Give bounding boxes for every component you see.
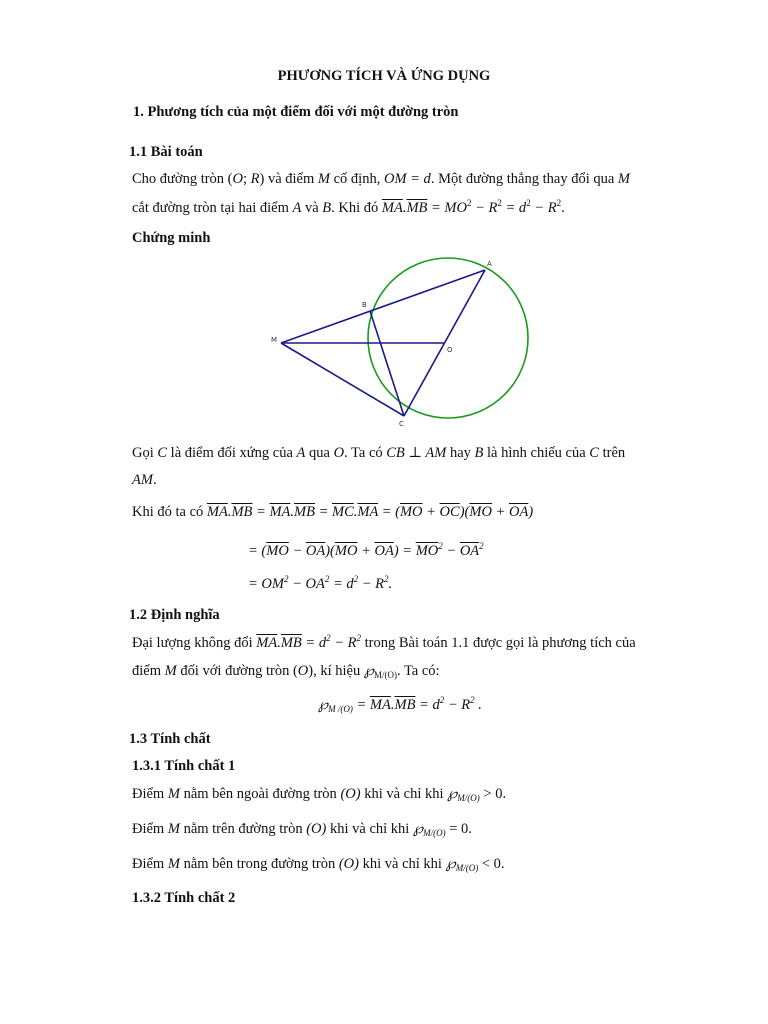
property-1: Điểm M nằm bên ngoài đường tròn (O) khi và chỉ khi $℘_{M/(O)} > 0$. bbox=[132, 786, 507, 803]
proof-line-1: Gọi C là điểm đối xứng của A qua O. Ta có CB ⊥ AM hay B là hình chiếu của C trên bbox=[132, 445, 626, 461]
label-b: B bbox=[362, 301, 367, 309]
power-symbol-icon: ℘ bbox=[363, 663, 374, 679]
section-heading-1-1: 1.1 Bài toán bbox=[129, 144, 203, 160]
section-heading-1-3-1: 1.3.1 Tính chất 1 bbox=[132, 758, 236, 774]
label-m: M bbox=[271, 336, 278, 344]
proof-line-2: AM. bbox=[132, 472, 157, 488]
problem-line-1: Cho đường tròn (O; R) và điểm M cố định, OM = d. Một đường thẳng thay đổi qua M bbox=[132, 171, 630, 187]
definition-formula: $℘_{M /(O)} = \overline{MA}.\overline{MB} = d^2 - R^2$ . bbox=[318, 695, 482, 714]
proof-heading: Chứng minh bbox=[132, 230, 211, 246]
property-2: Điểm M nằm trên đường tròn (O) khi và chỉ khi $℘_{M/(O)} = 0$. bbox=[132, 821, 472, 838]
label-a: A bbox=[487, 260, 492, 268]
segment-bc bbox=[370, 311, 404, 416]
section-heading-1: 1. Phương tích của một điểm đối với một đường tròn bbox=[133, 104, 459, 120]
property-3: Điểm M nằm bên trong đường tròn (O) khi và chỉ khi $℘_{M/(O)} < 0$. bbox=[132, 856, 505, 873]
proof-line-3: Khi đó ta có $\overline{MA}.\overline{MB} = \overline{MA}.\overline{MB} = \overline{MC}.\overline{MA} = (\overline{MO} + \overline{OC})(\overline{MO} + \overline{OA})$ bbox=[132, 504, 534, 520]
problem-line-2: cắt đường tròn tại hai điểm A và B. Khi đó $\overline{MA}.\overline{MB} = MO^2 - R^2 = d^2 - R^2$. bbox=[132, 198, 565, 216]
segment-ma bbox=[281, 270, 485, 343]
definition-line-1: Đại lượng không đổi $\overline{MA}.\overline{MB} = d^2 - R^2$ trong Bài toán 1.1 được gọi là phương tích của bbox=[132, 633, 636, 651]
label-c: C bbox=[399, 420, 404, 428]
label-o: O bbox=[447, 346, 453, 354]
proof-line-5: = $OM^2 - OA^2 = d^2 - R^2$. bbox=[248, 574, 393, 592]
section-heading-1-2: 1.2 Định nghĩa bbox=[129, 607, 220, 623]
section-heading-1-3-2: 1.3.2 Tính chất 2 bbox=[132, 890, 236, 906]
page-title: PHƯƠNG TÍCH VÀ ỨNG DỤNG bbox=[277, 68, 491, 84]
definition-line-2: điểm M đối với đường tròn (O), kí hiệu $℘_{M/(O)}$. Ta có: bbox=[132, 663, 440, 680]
proof-line-4: = $(\overline{MO} - \overline{OA})(\overline{MO} + \overline{OA}) = \overline{MO}^2 - \overline{OA}^2$ bbox=[248, 541, 484, 559]
section-heading-1-3: 1.3 Tính chất bbox=[129, 731, 211, 747]
segment-mc bbox=[281, 343, 404, 416]
